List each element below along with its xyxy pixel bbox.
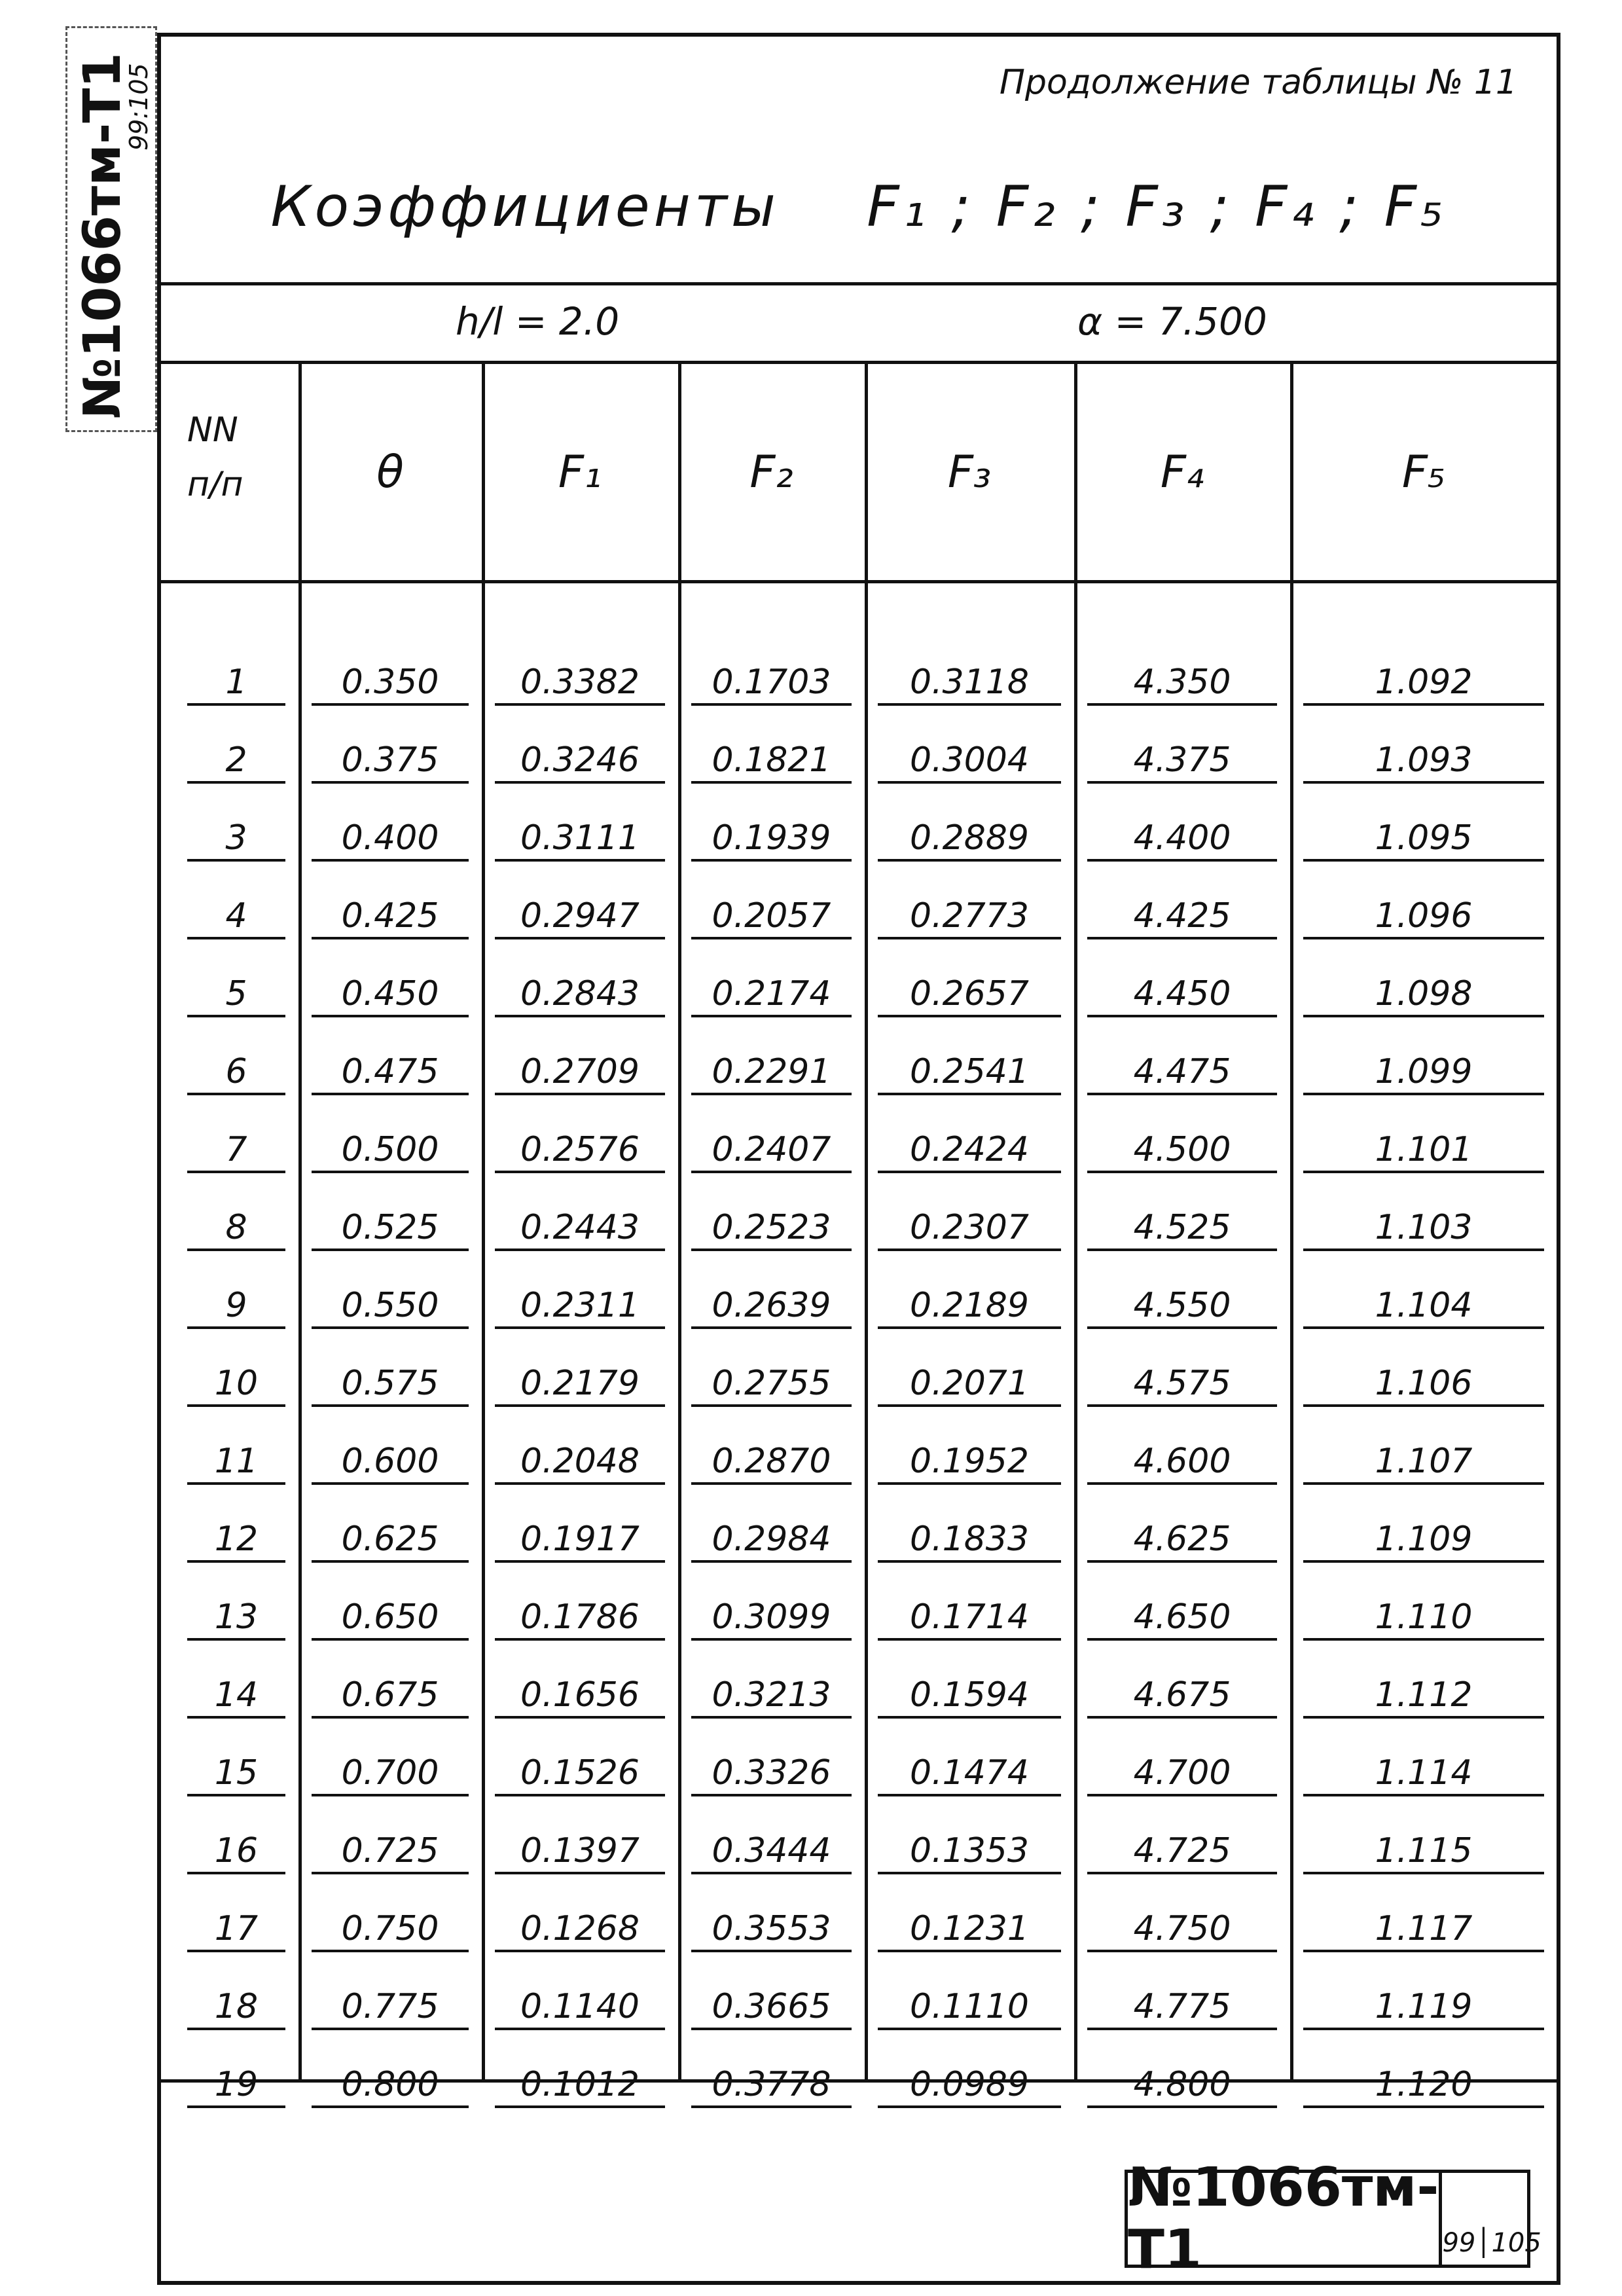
cell-underline	[1303, 2105, 1544, 2108]
table-row	[161, 1717, 1557, 1796]
cell-underline	[1087, 2105, 1277, 2108]
cell-f5: 1.107	[1375, 1442, 1473, 1481]
cell-f3: 0.2071	[910, 1364, 1029, 1403]
cell-theta: 0.750	[341, 1909, 439, 1948]
header-nn-line2: п/п	[187, 465, 243, 505]
cell-theta: 0.500	[341, 1130, 439, 1169]
cell-theta: 0.725	[341, 1831, 439, 1870]
stamp-box	[1125, 2157, 1541, 2281]
cell-theta: 0.600	[341, 1442, 439, 1481]
cell-n: 10	[214, 1364, 259, 1403]
header-nn-line1: NN	[187, 410, 238, 450]
cell-f5: 1.115	[1375, 1831, 1473, 1870]
param-ratio: h/l = 2.0	[456, 299, 620, 344]
table-row	[161, 1795, 1557, 1874]
cell-f5: 1.104	[1375, 1286, 1473, 1325]
cell-n: 17	[214, 1909, 259, 1948]
cell-f3: 0.1594	[910, 1675, 1029, 1715]
cell-n: 9	[225, 1286, 247, 1325]
cell-underline	[312, 2105, 469, 2108]
cell-f1: 0.1917	[520, 1520, 640, 1559]
cell-n: 19	[214, 2065, 259, 2104]
cell-f3: 0.2189	[910, 1286, 1029, 1325]
stamp-page: 99 │ 105	[1442, 2228, 1541, 2258]
cell-f1: 0.3111	[520, 818, 640, 858]
cell-f2: 0.1821	[712, 740, 831, 780]
cell-theta: 0.375	[341, 740, 439, 780]
cell-f2: 0.2523	[712, 1208, 831, 1247]
cell-n: 4	[225, 896, 247, 936]
cell-f4: 4.350	[1133, 663, 1231, 702]
cell-f4: 4.775	[1133, 1987, 1231, 2026]
cell-f1: 0.2443	[520, 1208, 640, 1247]
cell-f3: 0.2307	[910, 1208, 1029, 1247]
cell-f2: 0.3553	[712, 1909, 831, 1948]
cell-f5: 1.092	[1375, 663, 1473, 702]
cell-f5: 1.098	[1375, 974, 1473, 1013]
cell-f4: 4.625	[1133, 1520, 1231, 1559]
cell-theta: 0.625	[341, 1520, 439, 1559]
table-row	[161, 1872, 1557, 1952]
cell-f2: 0.1939	[712, 818, 831, 858]
cell-f2: 0.2407	[712, 1130, 831, 1169]
cell-f1: 0.2947	[520, 896, 640, 936]
sheet-frame	[157, 33, 1560, 2285]
cell-f5: 1.093	[1375, 740, 1473, 780]
cell-underline	[878, 2105, 1061, 2108]
cell-f4: 4.525	[1133, 1208, 1231, 1247]
page-title	[161, 174, 1557, 240]
table-row	[161, 1327, 1557, 1407]
cell-n: 1	[225, 663, 247, 702]
cell-f2: 0.2057	[712, 896, 831, 936]
header-nn	[187, 403, 243, 512]
table-row	[161, 938, 1557, 1017]
cell-f5: 1.112	[1375, 1675, 1473, 1715]
cell-f3: 0.2889	[910, 818, 1029, 858]
table-row	[161, 2028, 1557, 2108]
cell-n: 8	[225, 1208, 247, 1247]
cell-theta: 0.575	[341, 1364, 439, 1403]
table-row	[161, 1171, 1557, 1251]
table-row	[161, 1950, 1557, 2030]
cell-f1: 0.1786	[520, 1597, 640, 1637]
cell-f2: 0.2755	[712, 1364, 831, 1403]
table-row	[161, 704, 1557, 784]
table-row	[161, 1561, 1557, 1641]
cell-f4: 4.650	[1133, 1597, 1231, 1637]
cell-theta: 0.400	[341, 818, 439, 858]
header-f3: F₃	[947, 446, 992, 498]
cell-f5: 1.110	[1375, 1597, 1473, 1637]
cell-f2: 0.1703	[712, 663, 831, 702]
cell-f3: 0.3004	[910, 740, 1029, 780]
cell-f4: 4.750	[1133, 1909, 1231, 1948]
cell-theta: 0.425	[341, 896, 439, 936]
header-f1: F₁	[558, 446, 602, 498]
cell-f1: 0.1140	[520, 1987, 640, 2026]
cell-f3: 0.2657	[910, 974, 1029, 1013]
cell-f3: 0.1474	[910, 1753, 1029, 1793]
table-row	[161, 1093, 1557, 1173]
cell-f5: 1.101	[1375, 1130, 1473, 1169]
cell-n: 15	[214, 1753, 259, 1793]
cell-f5: 1.119	[1375, 1987, 1473, 2026]
cell-n: 16	[214, 1831, 259, 1870]
cell-f5: 1.103	[1375, 1208, 1473, 1247]
cell-underline	[187, 2105, 285, 2108]
cell-f2: 0.2639	[712, 1286, 831, 1325]
side-stamp-page: 99:105	[124, 63, 153, 151]
cell-f2: 0.2291	[712, 1052, 831, 1091]
cell-theta: 0.350	[341, 663, 439, 702]
cell-f1: 0.2048	[520, 1442, 640, 1481]
side-stamp-code: №1066тм-Т1	[73, 52, 132, 419]
cell-theta: 0.650	[341, 1597, 439, 1637]
cell-f4: 4.725	[1133, 1831, 1231, 1870]
cell-f3: 0.1952	[910, 1442, 1029, 1481]
divider-title	[161, 282, 1557, 285]
cell-f3: 0.0989	[910, 2065, 1029, 2104]
table-row	[161, 860, 1557, 939]
cell-f3: 0.2424	[910, 1130, 1029, 1169]
cell-f2: 0.2870	[712, 1442, 831, 1481]
cell-underline	[495, 2105, 665, 2108]
continuation-note: Продолжение таблицы № 11	[999, 63, 1517, 102]
cell-f4: 4.550	[1133, 1286, 1231, 1325]
title-prefix: Коэффициенты	[270, 174, 780, 240]
header-f4: F₄	[1160, 446, 1204, 498]
cell-f1: 0.1526	[520, 1753, 640, 1793]
cell-n: 14	[214, 1675, 259, 1715]
cell-f1: 0.2709	[520, 1052, 640, 1091]
cell-f5: 1.096	[1375, 896, 1473, 936]
cell-f5: 1.117	[1375, 1909, 1473, 1948]
table-row	[161, 1483, 1557, 1563]
cell-f2: 0.2174	[712, 974, 831, 1013]
cell-f3: 0.1231	[910, 1909, 1029, 1948]
cell-n: 18	[214, 1987, 259, 2026]
cell-f2: 0.3778	[712, 2065, 831, 2104]
header-theta: θ	[376, 446, 404, 498]
cell-f5: 1.114	[1375, 1753, 1473, 1793]
cell-f3: 0.1714	[910, 1597, 1029, 1637]
cell-f3: 0.1833	[910, 1520, 1029, 1559]
cell-n: 12	[214, 1520, 259, 1559]
cell-f4: 4.500	[1133, 1130, 1231, 1169]
cell-f3: 0.1110	[910, 1987, 1029, 2026]
cell-f2: 0.3444	[712, 1831, 831, 1870]
cell-f3: 0.2773	[910, 896, 1029, 936]
cell-f2: 0.2984	[712, 1520, 831, 1559]
cell-n: 7	[225, 1130, 247, 1169]
cell-f1: 0.3246	[520, 740, 640, 780]
cell-n: 11	[214, 1442, 259, 1481]
cell-f5: 1.120	[1375, 2065, 1473, 2104]
cell-n: 13	[214, 1597, 259, 1637]
param-alpha: α = 7.500	[1077, 299, 1267, 344]
cell-f1: 0.3382	[520, 663, 640, 702]
header-f2: F₂	[749, 446, 793, 498]
cell-theta: 0.675	[341, 1675, 439, 1715]
cell-f4: 4.600	[1133, 1442, 1231, 1481]
cell-underline	[691, 2105, 852, 2108]
stamp-code: №1066тм-Т1	[1128, 2173, 1442, 2265]
cell-f1: 0.1397	[520, 1831, 640, 1870]
table-row	[161, 782, 1557, 862]
cell-theta: 0.800	[341, 2065, 439, 2104]
cell-n: 6	[225, 1052, 247, 1091]
cell-theta: 0.775	[341, 1987, 439, 2026]
cell-f4: 4.425	[1133, 896, 1231, 936]
cell-f5: 1.106	[1375, 1364, 1473, 1403]
cell-f4: 4.475	[1133, 1052, 1231, 1091]
header-f5: F₅	[1401, 446, 1446, 498]
cell-theta: 0.525	[341, 1208, 439, 1247]
cell-f4: 4.675	[1133, 1675, 1231, 1715]
table-row	[161, 1639, 1557, 1719]
table-row	[161, 1249, 1557, 1329]
cell-f2: 0.3099	[712, 1597, 831, 1637]
divider-header	[161, 580, 1557, 583]
cell-f4: 4.800	[1133, 2065, 1231, 2104]
table-row	[161, 1015, 1557, 1095]
cell-f4: 4.400	[1133, 818, 1231, 858]
cell-f1: 0.2843	[520, 974, 640, 1013]
cell-f4: 4.450	[1133, 974, 1231, 1013]
cell-f1: 0.1656	[520, 1675, 640, 1715]
cell-n: 5	[225, 974, 247, 1013]
cell-f1: 0.1268	[520, 1909, 640, 1948]
cell-f1: 0.2311	[520, 1286, 640, 1325]
divider-bottom	[161, 2079, 1557, 2083]
table-row	[161, 626, 1557, 706]
cell-f3: 0.2541	[910, 1052, 1029, 1091]
cell-f3: 0.3118	[910, 663, 1029, 702]
cell-f1: 0.1012	[520, 2065, 640, 2104]
cell-f4: 4.375	[1133, 740, 1231, 780]
cell-theta: 0.700	[341, 1753, 439, 1793]
cell-n: 3	[225, 818, 247, 858]
cell-theta: 0.550	[341, 1286, 439, 1325]
cell-theta: 0.450	[341, 974, 439, 1013]
table-row	[161, 1405, 1557, 1485]
cell-f1: 0.2179	[520, 1364, 640, 1403]
cell-f4: 4.575	[1133, 1364, 1231, 1403]
cell-f5: 1.095	[1375, 818, 1473, 858]
cell-f3: 0.1353	[910, 1831, 1029, 1870]
cell-theta: 0.475	[341, 1052, 439, 1091]
cell-f4: 4.700	[1133, 1753, 1231, 1793]
cell-f5: 1.109	[1375, 1520, 1473, 1559]
cell-f2: 0.3213	[712, 1675, 831, 1715]
cell-f1: 0.2576	[520, 1130, 640, 1169]
title-formula: F₁ ; F₂ ; F₃ ; F₄ ; F₅	[867, 174, 1447, 240]
cell-f5: 1.099	[1375, 1052, 1473, 1091]
cell-n: 2	[225, 740, 247, 780]
cell-f2: 0.3665	[712, 1987, 831, 2026]
cell-f2: 0.3326	[712, 1753, 831, 1793]
